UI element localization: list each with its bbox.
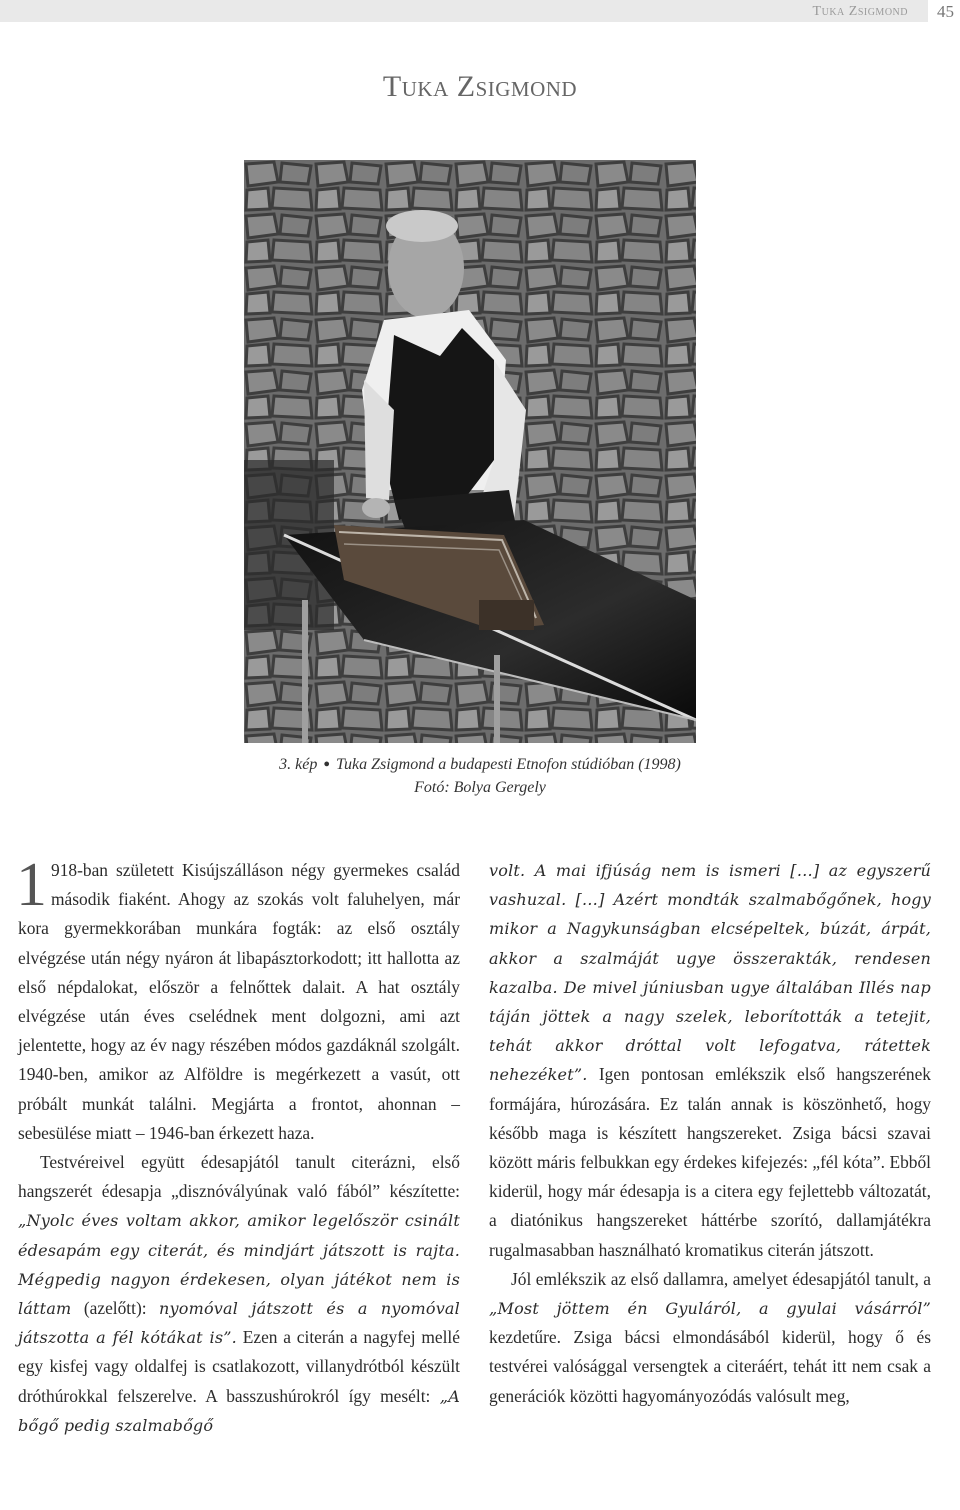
- text-column-left: [16, 851, 460, 1440]
- paragraph-text: Testvéreivel együtt édesapjától tanult citerázni, első hangszerét édesapja „disznóvályúnak való fából” készítette:: [18, 1152, 460, 1202]
- page-number: 45: [937, 2, 954, 21]
- photo-credit: Fotó: Bolya Gergely: [414, 779, 546, 796]
- caption-number: 3. kép: [279, 756, 318, 773]
- figure-caption: [0, 754, 960, 799]
- chapter-title: Tuka Zsigmond: [382, 70, 578, 103]
- paragraph: [18, 1148, 460, 1440]
- quotation: „A bőgő pedig szalmabőgő: [18, 1386, 460, 1435]
- paragraph-text: Igen pontosan emlékszik első hangszerének formájára, húrozására. Ez talán annak is köszönhető, hogy később maga is készített hangszereket. Zsiga bácsi szavai között máris felbukkan egy érdekes kifejezés: „fél kóta”. Ebből kiderül, hogy már édesapja is a citera egy fejlettebb változatát, a diatónikus hangszereket háttérbe szorító, dallamjátékra rugalmasabban használható kromatikus citerán játszott.: [489, 1064, 931, 1260]
- paragraph-text: kezdetűre. Zsiga bácsi elmondásából kiderül, hogy ő és testvérei valósággal versengtek a citeráért, tehát itt nem csak a generációk közötti hagyományozódás valósult meg,: [489, 1327, 931, 1406]
- paragraph: [16, 851, 460, 1148]
- quotation: „Most jöttem én Gyuláról, a gyulai vásárról”: [489, 1299, 931, 1319]
- photograph: [244, 160, 696, 743]
- photo-illustration: [244, 160, 696, 743]
- paragraph-text: Jól emlékszik az első dallamra, amelyet édesapjától tanult, a: [511, 1268, 931, 1289]
- paragraph: [489, 856, 931, 1265]
- quotation: „Nyolc éves voltam akkor, amikor legelőször csinált édesapám egy citerát, és mindjárt játszott is rajta. Mégpedig nagyon érdekesen, olyan játékot nem is láttam: [18, 1211, 460, 1319]
- running-header-title: Tuka Zsigmond: [812, 4, 908, 19]
- running-header-bar: [0, 0, 928, 22]
- paragraph-text: Ezen a citerán a nagyfej mellé egy kisfej vagy oldalfej is csatlakozott, villanydrótból készült dróthúrokkal felszerelve. A basszushúrokról így mesélt:: [18, 1327, 460, 1406]
- bullet-separator-icon: ●: [323, 758, 330, 770]
- quotation: volt. A mai ifjúság nem is ismeri […] az egyszerű vashuzal. […] Azért mondták szalmabőgőnek, hogy mikor a Nagykunságban elcsépeltek, búzát, árpát, akkor a szalmáját ugye összerakták, rendesen kazalba. De mivel júniusban ugye általában Illés nap táján jöttek a nagy szelek, leborították a tetejit, tehát akkor dróttal volt lefogatva, rátettek nehezéket”.: [489, 861, 931, 1085]
- paragraph: [489, 1265, 931, 1411]
- drop-cap: 1: [16, 851, 47, 919]
- caption-text: Tuka Zsigmond a budapesti Etnofon stúdióban (1998): [335, 756, 681, 773]
- text-column-right: [489, 856, 931, 1411]
- quotation: nyomóval játszott és a nyomóval játszotta a fél kótákat is”.: [18, 1299, 460, 1348]
- paragraph-text: 918-ban született Kisújszálláson négy gyermekes család második fiaként. Ahogy az szokás volt faluhelyen, már kora gyermekkorában munkára fogták: az első osztály elvégzése után négy nyáron át libapásztorkodott; itt hallotta az első népdalokat, először a felnőttek dalait. A hat osztály elvégzése után éves cselédnek ment dolgozni, ami azt jelentette, hogy az év nagy részében módos gazdáknál szolgált. 1940-ben, amikor az Alföldre is megérkezett a vasút, ott próbált munkát találni. Megjárta a frontot, ahonnan – sebesülése miatt – 1946-ban érkezett haza.: [18, 860, 460, 1143]
- paragraph-text: (azelőtt):: [71, 1298, 159, 1319]
